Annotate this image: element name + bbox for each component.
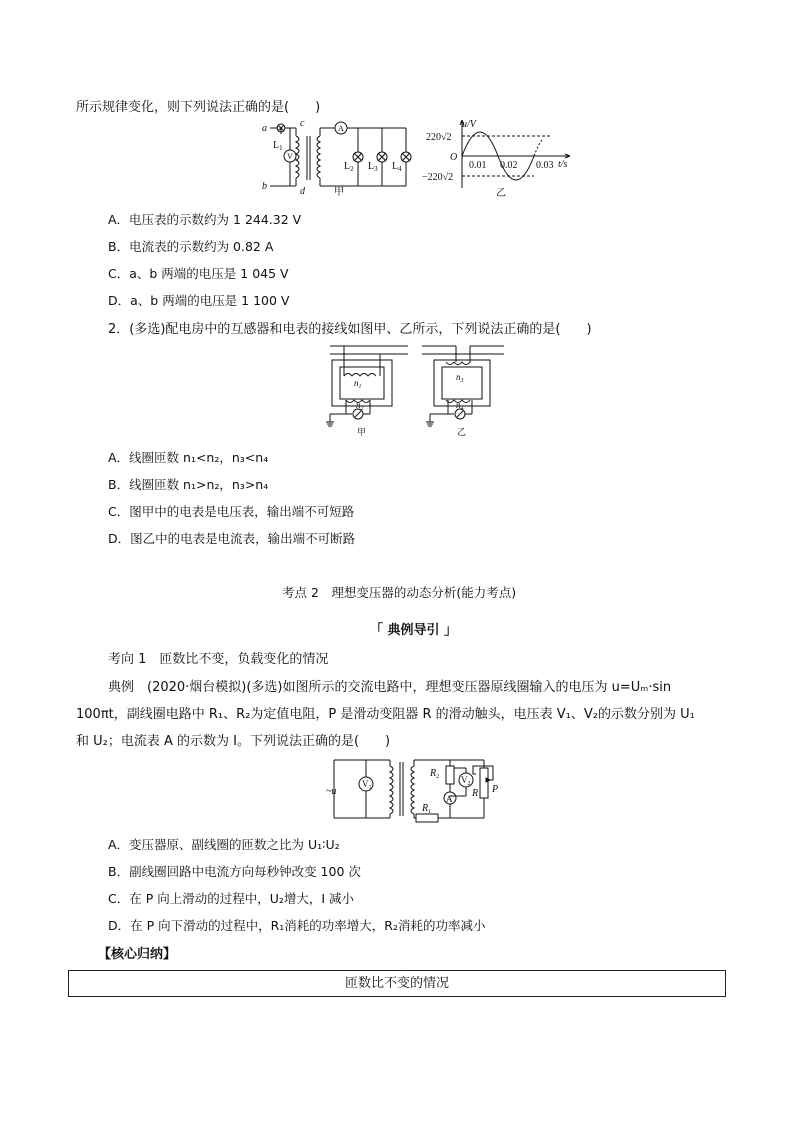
voltmeter-label: V: [287, 152, 293, 161]
v2-label: $V_2$: [461, 775, 471, 787]
label-L3: $L_3$: [368, 161, 378, 173]
summary-label: 【核心归纳】: [98, 947, 177, 962]
ymin-label: −220√2: [422, 172, 454, 183]
tick-002: 0.02: [500, 160, 518, 171]
caption-jia: 甲: [357, 427, 367, 437]
banner: 「 典例导引 」: [370, 623, 458, 638]
q2-stem: 2．(多选)配电房中的互感器和电表的接线如图甲、乙所示，下列说法正确的是( ): [108, 322, 592, 337]
example-option-b: B．副线圈回路中电流方向每秒钟改变 100 次: [108, 864, 361, 879]
q1-figure-yi-sine: [422, 116, 582, 204]
label-L4: $L_4$: [392, 161, 402, 173]
q2-option-d: D．图乙中的电表是电流表，输出端不可断路: [108, 531, 356, 546]
origin-label: O: [450, 152, 458, 163]
q2-option-c: C．图甲中的电表是电压表，输出端不可短路: [108, 504, 355, 519]
example-line-3: 和 U₂；电流表 A 的示数为 I。下列说法正确的是( ): [76, 734, 391, 749]
terminal-d: d: [300, 186, 305, 197]
example-option-d: D．在 P 向下滑动的过程中，R₁消耗的功率增大，R₂消耗的功率减小: [108, 918, 486, 933]
caption-yi: 乙: [457, 427, 467, 437]
example-figure: [326, 754, 502, 832]
r2-label: $R_2$: [430, 768, 440, 780]
q2-option-b: B．线圈匝数 n₁>n₂，n₃>n₄: [108, 477, 269, 492]
terminal-c: c: [300, 118, 305, 129]
ammeter-label: A: [338, 124, 344, 133]
q1-option-b: B．电流表的示数约为 0.82 A: [108, 239, 274, 254]
example-line-2: 100πt，副线圈电路中 R₁、R₂为定值电阻，P 是滑动变阻器 R 的滑动触头，电压表 V₁、V₂的示数分别为 U₁: [76, 707, 695, 722]
caption-yi: 乙: [496, 188, 506, 199]
q2-option-a: A．线圈匝数 n₁<n₂，n₃<n₄: [108, 450, 269, 465]
q1-option-d: D．a、b 两端的电压是 1 100 V: [108, 293, 290, 308]
tick-003: 0.03: [536, 160, 554, 171]
label-n3: $n_3$: [456, 372, 464, 384]
summary-table-header: 匝数比不变的情况: [68, 970, 726, 997]
q1-option-a: A．电压表的示数约为 1 244.32 V: [108, 212, 302, 227]
section-title: 考点 2 理想变压器的动态分析(能力考点): [282, 585, 517, 600]
x-axis-label: t/s: [558, 159, 568, 170]
r-label: R: [472, 788, 479, 799]
label-n1: $n_1$: [354, 378, 362, 390]
r1-label: $R_1$: [422, 803, 432, 815]
terminal-b: b: [262, 181, 267, 192]
source-label: ~u: [326, 786, 337, 797]
ymax-label: 220√2: [426, 132, 452, 143]
v1-label: $V_1$: [362, 779, 372, 791]
y-axis-label: u/V: [462, 119, 476, 130]
q2-figure: [326, 340, 506, 442]
terminal-a: a: [262, 123, 267, 134]
ammeter-label: A: [446, 794, 453, 804]
example-option-a: A．变压器原、副线圈的匝数之比为 U₁∶U₂: [108, 837, 340, 852]
tick-001: 0.01: [469, 160, 487, 171]
caption-jia: 甲: [334, 187, 344, 198]
q1-figure-jia: [256, 118, 416, 202]
label-L1: $L_1$: [273, 140, 283, 152]
p-label: P: [492, 784, 499, 795]
label-n2: $n_2$: [356, 400, 364, 412]
example-line-1: 典例 (2020·烟台模拟)(多选)如图所示的交流电路中，理想变压器原线圈输入的电压为 u=Uₘ·sin: [108, 680, 672, 695]
label-n4: $n_4$: [456, 400, 464, 412]
q1-stem: 所示规律变化，则下列说法正确的是( ): [76, 100, 321, 115]
direction: 考向 1 匝数比不变，负载变化的情况: [108, 652, 329, 667]
q1-option-c: C．a、b 两端的电压是 1 045 V: [108, 266, 289, 281]
label-L2: $L_2$: [344, 161, 354, 173]
example-option-c: C．在 P 向上滑动的过程中，U₂增大，I 减小: [108, 891, 355, 906]
